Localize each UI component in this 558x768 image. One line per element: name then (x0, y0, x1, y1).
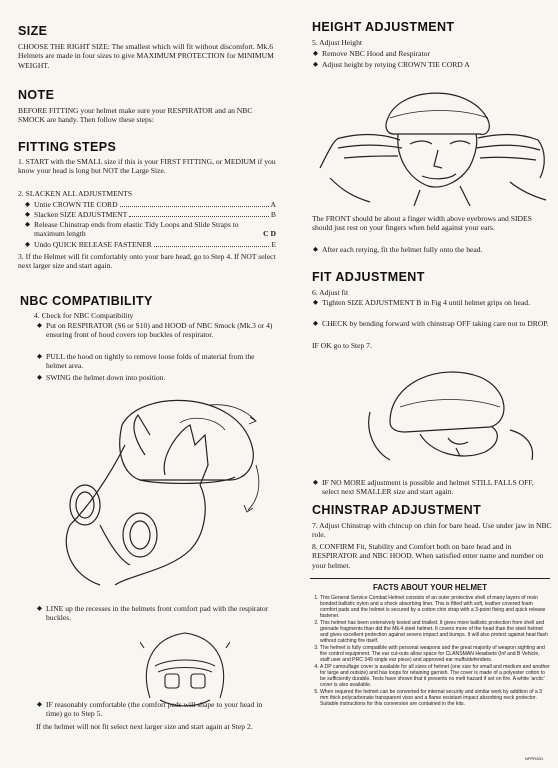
bend-forward-illustration (360, 352, 540, 472)
untie-ref: A (270, 200, 276, 209)
facts-item: 2. This helmet has been extensively tested and trialled. It gives more ballistic protection from shell and grenade fragments than did the Mk.4 steel helmet. It covers more of the head than the steel helmet and gives excellent protection against severe impact and bumps. It will also protect against heat flash without catching fire itself. (320, 620, 550, 644)
fitting-heading: FITTING STEPS (18, 140, 117, 154)
chinstrap-step8: 8. CONFIRM Fit, Stability and Comfort both on bare head and in RESPIRATOR and NBC HOOD. When satisfied enter name and number on your helmet. (312, 542, 544, 570)
respirator-helmet-illustration (30, 385, 275, 595)
nbc-step4: 4. Check for NBC Compatibility (34, 311, 134, 320)
document-reference: NPPR2B1 (525, 756, 544, 761)
slacken-text: ◆ Slacken SIZE ADJUSTMENT (34, 210, 127, 219)
note-heading: NOTE (18, 88, 55, 102)
release-ref: C D (263, 229, 276, 238)
fitting-step1: 1. START with the SMALL size if this is your FIRST FITTING, or MEDIUM if you know your head is long but NOT the Large Size. (18, 157, 276, 176)
height-adjust: ◆ Adjust height by retying CROWN TIE CORD A (322, 60, 552, 69)
undo-text: ◆ Undo QUICK RELEASE FASTENER (34, 240, 152, 249)
facts-heading: FACTS ABOUT YOUR HELMET (373, 583, 487, 592)
release-bullet (34, 220, 276, 239)
height-heading: HEIGHT ADJUSTMENT (312, 20, 455, 34)
dot-leader (129, 210, 269, 217)
nbc-line: ◆ LINE up the recesses in the helmets front comfort pad with the respirator buckles. (46, 604, 276, 623)
nbc-final: If the helmet will not fit select next larger size and start again at Step 2. (36, 722, 253, 731)
fit-step6: 6. Adjust fit (312, 288, 349, 297)
slacken-ref: B (270, 210, 276, 219)
height-step5: 5. Adjust Height (312, 38, 362, 47)
release-text: ◆ Release Chinstrap ends from elastic Tidy Loops and Slide Straps to maximum length (34, 220, 276, 239)
nbc-put: ◆ Put on RESPIRATOR (S6 or S10) and HOOD of NBC Smock (Mk.3 or 4) ensuring front of hood covers top buckles of respirator. (46, 321, 276, 340)
comfort-pad-illustration (140, 628, 230, 710)
slacken-bullet (34, 210, 276, 219)
fitting-step3: 3. If the Helmet will fit comfortably onto your bare head, go to Step 4. If NOT select next larger size and start again. (18, 252, 276, 271)
facts-item: 3. The helmet is fully compatible with personal weapons and the great majority of weapon sighting and fire control equipment. The ear cut-outs allow space for CLANSMAN Headsets (Inf and B Vehicle, staff user and PRC 349 single ear piece) and approved ear muffs/defenders. (320, 645, 550, 663)
nbc-pull: ◆ PULL the hood on tightly to remove loose folds of material from the helmet area. (46, 352, 276, 371)
untie-bullet (34, 200, 276, 209)
facts-box (310, 578, 550, 708)
fit-ifok: IF OK go to Step 7. (312, 341, 372, 350)
fit-nomore: ◆ IF NO MORE adjustment is possible and helmet STILL FALLS OFF, select next SMALLER size and start again. (322, 478, 552, 497)
chinstrap-heading: CHINSTRAP ADJUSTMENT (312, 503, 482, 517)
facts-list (310, 595, 550, 707)
size-heading: SIZE (18, 24, 48, 38)
height-after: ◆ After each retying, fit the helmet fully onto the head. (322, 245, 552, 254)
untie-text: ◆ Untie CROWN TIE CORD (34, 200, 118, 209)
nbc-heading: NBC COMPATIBILITY (20, 294, 153, 308)
facts-item: 4. A DP camouflage cover is available for all sizes of helmet (one size for small and medium and another for large and outsize) and has loops for retaining garnish. The cover is made of a polyester cotton to be sufficiently durable. Tests have shown that it presents no melt hazard if set on fire. A white 'arctic' cover is also available. (320, 664, 550, 688)
height-front: The FRONT should be about a finger width above eyebrows and SIDES should just rest on your fingers when held against your ears. (312, 214, 532, 233)
facts-item: 5. When required the helmet can be converted for internal security and similar work by addition of a 3 mm thick polycarbonate transparent visor and a flame resistant impact absorbing neck protector. Suitable instructions for this conversion are contained in the kits. (320, 689, 550, 707)
fit-heading: FIT ADJUSTMENT (312, 270, 425, 284)
height-remove: ◆ Remove NBC Hood and Respirator (322, 49, 552, 58)
chinstrap-step7: 7. Adjust Chinstrap with chincup on chin for bare head. Use under jaw in NBC role. (312, 521, 552, 540)
undo-ref: E (271, 240, 276, 249)
dot-leader (154, 240, 270, 247)
fit-check: ◆ CHECK by bending forward with chinstrap OFF taking care not to DROP. (322, 319, 552, 328)
note-text: BEFORE FITTING your helmet make sure your RESPIRATOR and an NBC SMOCK are handy. Then follow these steps: (18, 106, 253, 125)
fit-tighten: ◆ Tighten SIZE ADJUSTMENT B in Fig 4 until helmet grips on head. (322, 298, 552, 307)
dot-leader (120, 200, 269, 207)
nbc-if: ◆ IF reasonably comfortable (the comfort pads will shape to your head in time) go to Step 5. (46, 700, 276, 719)
size-text: CHOOSE THE RIGHT SIZE: The smallest which will fit without discomfort. Mk.6 Helmets are made in four sizes to give MAXIMUM PROTECTION for MINIMUM WEIGHT. (18, 42, 274, 70)
height-check-illustration (310, 78, 550, 206)
facts-item: 1. This General Service Combat Helmet consists of an outer protective shell of many layers of resin bonded ballistic nylon and a shock absorbing liner. This is fitted with soft, leather covered foam comfort pads and the helmet is secured by a cotton chin strap with a 3-point fixing and quick release fastener. (320, 595, 550, 619)
fitting-step2: 2. SLACKEN ALL ADJUSTMENTS (18, 189, 133, 198)
undo-bullet (34, 240, 276, 249)
nbc-swing: ◆ SWING the helmet down into position. (46, 373, 276, 382)
